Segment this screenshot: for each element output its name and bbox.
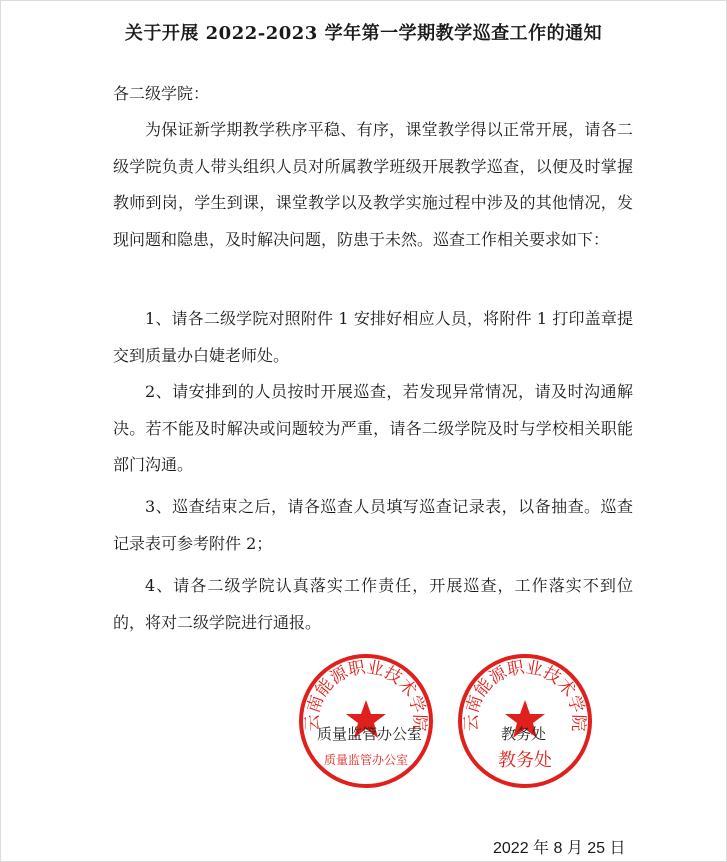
signer-quality-office: 质量监管办公室: [317, 725, 423, 743]
salutation: 各二级学院：: [113, 84, 210, 103]
academic-affairs-seal: [458, 654, 592, 788]
seal-ring-text: 云南能源职业技术学院: [461, 657, 589, 732]
signer-academic-affairs: 教务处: [501, 725, 547, 743]
paragraph-item-2: 2、请安排到的人员按时开展巡查，若发现异常情况，请及时沟通解决。若不能及时解决或问题较为严重，请各二级学院及时与学校相关职能部门沟通。: [113, 382, 633, 474]
quality-office-seal-graphic: [299, 654, 433, 788]
seal-ring-text: 云南能源职业技术学院: [302, 657, 430, 732]
seal-bottom-text: 质量监管办公室: [323, 753, 409, 767]
paragraph-intro: 为保证新学期教学秩序平稳、有序，课堂教学得以正常开展，请各二级学院负责人带头组织人员对所属教学班级开展教学巡查，以便及时掌握教师到岗，学生到课，课堂教学以及教学实施过程中涉及的其他情况，发现问题和隐患，及时解决问题，防患于未然。巡查工作相关要求如下：: [113, 120, 633, 249]
seal-bottom-text: 教务处: [498, 750, 552, 771]
notice-date: 2022 年 8 月 25 日: [493, 840, 626, 857]
quality-office-seal: [299, 654, 433, 788]
paragraph-item-3: 3、巡查结束之后，请各巡查人员填写巡查记录表，以备抽查。巡查记录表可参考附件 2；: [113, 497, 633, 553]
notice-title: 关于开展 2022-2023 学年第一学期教学巡查工作的通知: [124, 23, 603, 44]
paragraph-item-1: 1、请各二级学院对照附件 1 安排好相应人员，将附件 1 打印盖章提交到质量办白婕老师处。: [113, 309, 633, 365]
academic-affairs-seal-graphic: [458, 654, 592, 788]
paragraph-item-4: 4、请各二级学院认真落实工作责任，开展巡查，工作落实不到位的，将对二级学院进行通报。: [113, 576, 633, 632]
